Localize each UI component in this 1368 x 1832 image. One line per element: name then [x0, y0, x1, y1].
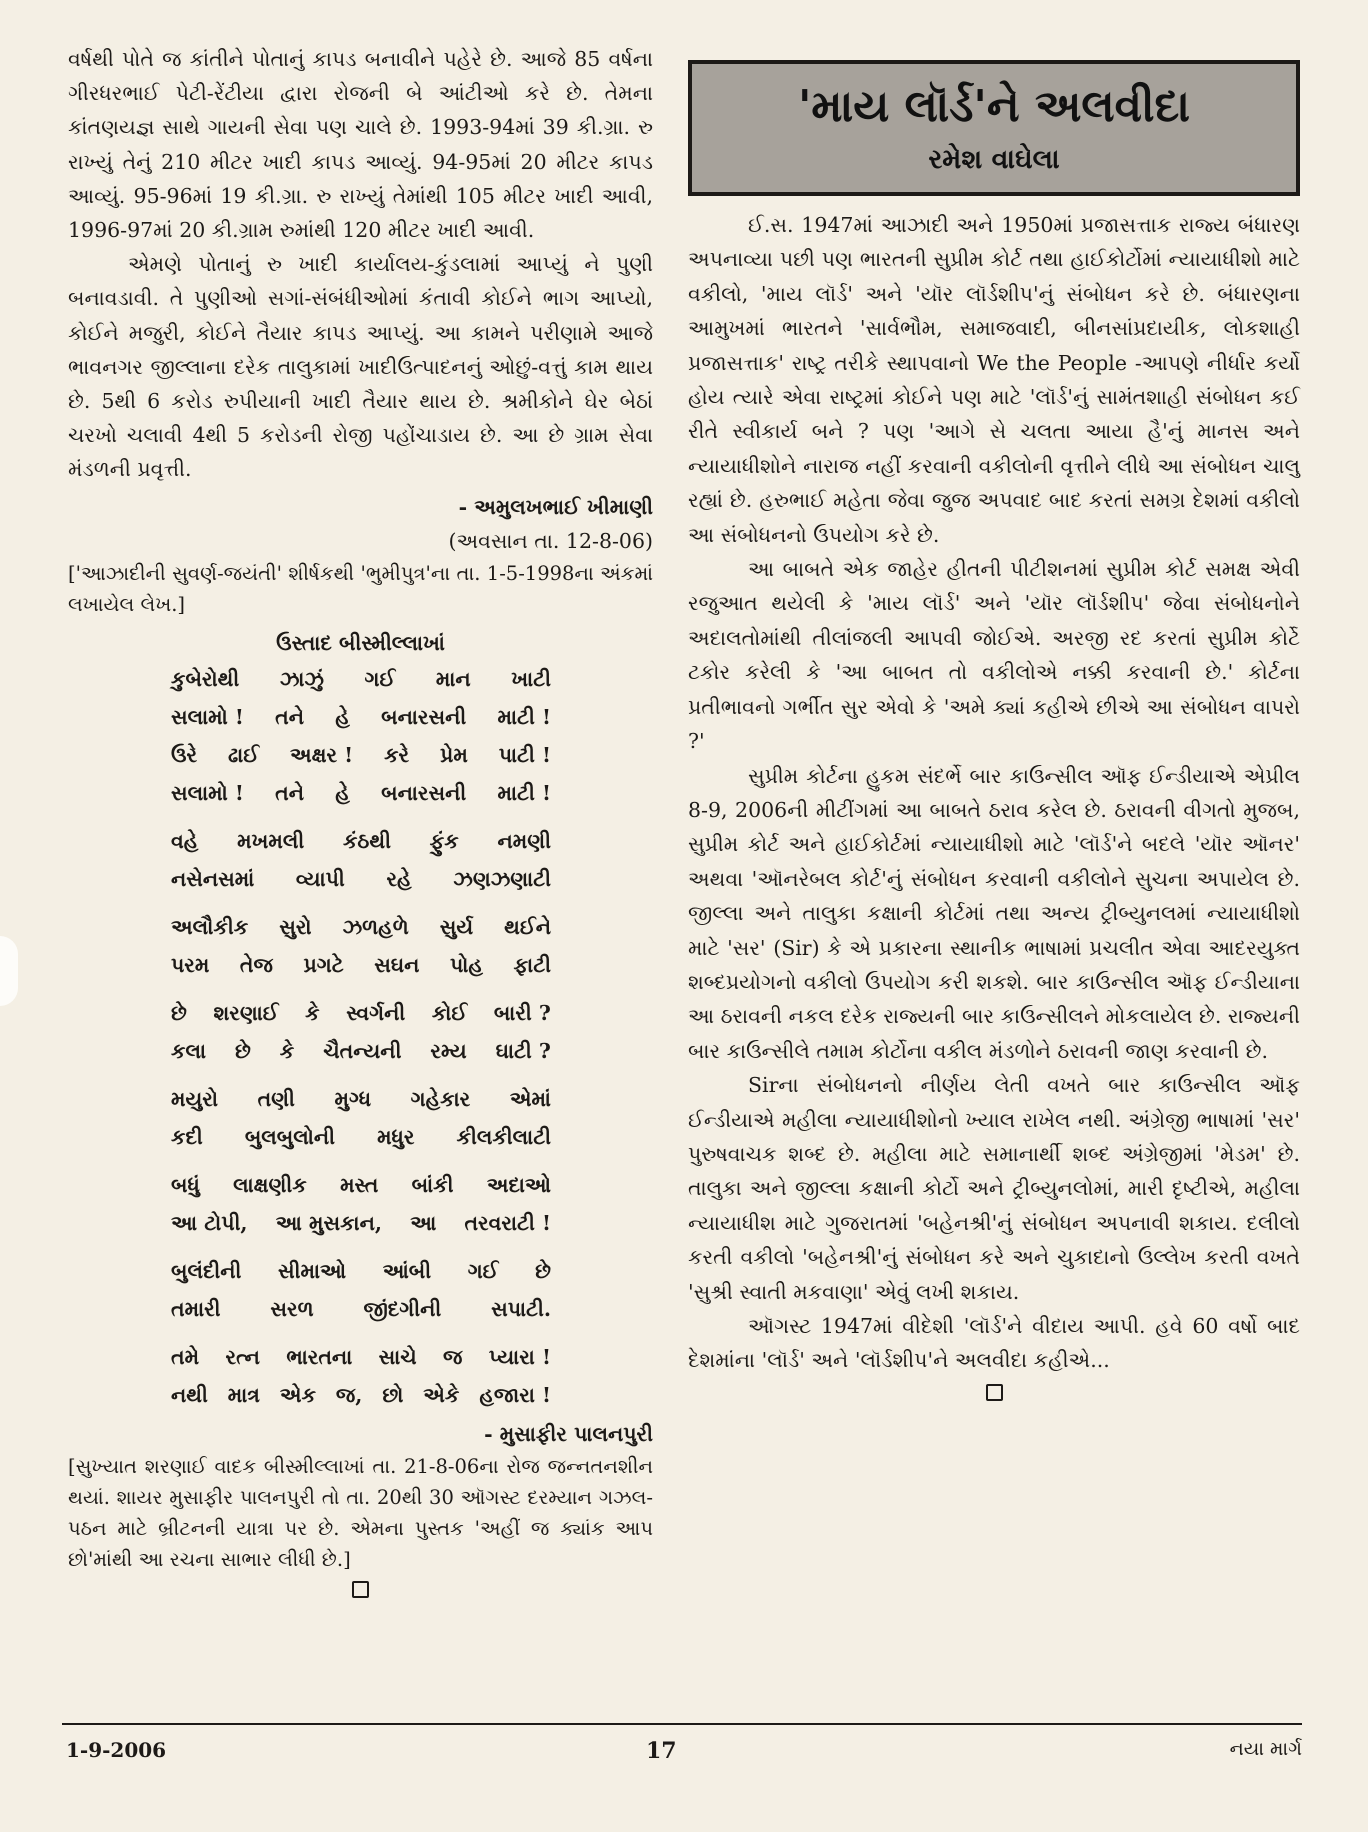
footer-date: 1-9-2006: [66, 1738, 167, 1762]
poem-line: [171, 660, 551, 698]
poem-word: વ્યાપી: [295, 867, 345, 892]
poem-word: તને: [275, 705, 305, 730]
poem-word: બનારસની: [381, 705, 467, 730]
poem-word: થઈને: [504, 915, 551, 940]
poem-word: માટી !: [497, 781, 551, 806]
poem-word: કરે: [384, 743, 410, 768]
poem-word: સાચે: [378, 1345, 417, 1370]
poem-word: ઢાઈ: [228, 743, 260, 768]
poem-word: પ્રગટે: [303, 953, 344, 978]
poem-word: છે: [535, 1259, 551, 1284]
poem-word: એકે: [423, 1383, 460, 1408]
article-paragraph: આ બાબતે એક જાહેર હીતની પીટીશનમાં સુપ્રીમ કોર્ટ સમક્ષ એવી રજુઆત થયેલી કે 'માય લૉર્ડ' અને 'યૉર લૉર્ડશીપ' જેવા સંબોધનોને અદાલતોમાંથી તીલાંજલી આપવી જોઈએ. અરજી રદ કરતાં સુપ્રીમ કોર્ટે ટકોર કરેલી કે 'આ બાબત તો વકીલોએ નક્કી કરવાની છે.' કોર્ટના પ્રતીભાવનો ગર્ભીત સુર એવો કે 'અમે ક્યાં કહીએ છીએ આ સંબોધન વાપરો ?': [688, 557, 1300, 754]
poem-word: રત્ન: [225, 1345, 260, 1370]
poem-line: [171, 1080, 551, 1118]
poem-word: સરળ: [270, 1297, 314, 1322]
poem-word: ઝાઝું: [279, 667, 324, 692]
poem-line: [171, 908, 551, 946]
poem-word: અદાઓ: [486, 1173, 551, 1198]
stanza-gap: [171, 984, 551, 994]
poem-word: સ્વર્ગની: [346, 1001, 406, 1026]
poem-word: હે: [335, 705, 350, 730]
punch-hole: [0, 936, 18, 1006]
poem-word: રમ્ય: [430, 1039, 467, 1064]
signature-musafir: - મુસાફીર પાલનપુરી: [484, 1422, 653, 1447]
stanza-gap: [171, 812, 551, 822]
stanza-gap: [171, 1070, 551, 1080]
poem-word: મખમલી: [237, 829, 305, 854]
article-paragraph: ઈ.સ. 1947માં આઝાદી અને 1950માં પ્રજાસત્તાક રાજ્ય બંધારણ અપનાવ્યા પછી પણ ભારતની સુપ્રીમ કોર્ટ તથા હાઈકોર્ટોમાં ન્યાયાધીશો માટે વકીલો, 'માય લૉર્ડ' અને 'યૉર લૉર્ડશીપ'નું સંબોધન કરે છે. બંધારણના આમુખમાં ભારતને 'સાર્વભૌમ, સમાજવાદી, બીનસાંપ્રદાયીક, લોકશાહી પ્રજાસત્તાક' રાષ્ટ્ર તરીકે સ્થાપવાનો We the People -આપણે નીર્ધાર કર્યો હોય ત્યારે એવા રાષ્ટ્રમાં કોઈને પણ માટે 'લૉર્ડ'નું સામંતશાહી સંબોધન કઈ રીતે સ્વીકાર્ય બને ? પણ 'આગે સે ચલતા આયા હૈ'નું માનસ અને ન્યાયાધીશોને નારાજ નહીં કરવાની વકીલોની વૃત્તીને લીધે આ સંબોધન ચાલુ રહ્યાં છે. હરુભાઈ મહેતા જેવા જુજ અપવાદ બાદ કરતાં સમગ્ર દેશમાં વકીલો આ સંબોધનનો ઉપયોગ કરે છે.: [688, 213, 1300, 547]
poem-word: તમારી: [171, 1297, 221, 1322]
poem-word: માટી !: [497, 705, 551, 730]
poem-word: તમે: [171, 1345, 200, 1370]
poem-line: [171, 860, 551, 898]
poem-word: સલામો !: [171, 781, 244, 806]
poem-word: નસેનસમાં: [171, 867, 255, 892]
poem-word: અલૌકીક: [171, 915, 249, 940]
article-body: [688, 208, 1300, 1378]
poem-word: છે: [234, 1039, 251, 1064]
poem-word: મસ્ત: [340, 1173, 379, 1198]
stanza-gap: [171, 1242, 551, 1252]
poem-word: જ: [443, 1345, 463, 1370]
poem-word: પોહ: [449, 953, 483, 978]
poem-line: [171, 1118, 551, 1156]
poem-word: ખાટી: [511, 667, 551, 692]
poem-word: બાંકી: [411, 1173, 454, 1198]
poem-word: સપાટી.: [491, 1297, 551, 1322]
end-square-icon: [352, 1581, 369, 1598]
article-title-box: [688, 60, 1300, 196]
poem-word: કંઠથી: [342, 829, 391, 854]
poem-line: [171, 1376, 551, 1414]
poem-word: ફાટી: [513, 953, 551, 978]
poem-word: માન: [435, 667, 471, 692]
poem-word: આ: [410, 1211, 437, 1236]
poem-word: તને: [275, 781, 305, 806]
article-paragraph: સુપ્રીમ કોર્ટના હુકમ સંદર્ભે બાર કાઉન્સીલ ઑફ ઈન્ડીયાએ એપ્રીલ 8-9, 2006ની મીટીંગમાં આ બાબતે ઠરાવ કરેલ છે. ઠરાવની વીગતો મુજબ, સુપ્રીમ કોર્ટ અને હાઈકોર્ટમાં ન્યાયાધીશો માટે 'લૉર્ડ'ને બદલે 'યૉર ઑનર' અથવા 'ઑનરેબલ કોર્ટ'નું સંબોધન કરવાની વકીલોને સુચના અપાયેલ છે. જીલ્લા અને તાલુકા કક્ષાની કોર્ટમાં તથા અન્ય ટ્રીબ્યુનલમાં ન્યાયાધીશો માટે 'સર' (Sir) કે એ પ્રકારના સ્થાનીક ભાષામાં પ્રચલીત એવા આદરયુક્ત શબ્દપ્રયોગનો વકીલો ઉપયોગ કરી શકશે. બાર કાઉન્સીલ ઑફ ઈન્ડીયાના આ ઠરાવની નકલ દરેક રાજ્યની બાર કાઉન્સીલને મોકલાયેલ છે. રાજ્યની બાર કાઉન્સીલે તમામ કોર્ટોના વકીલ મંડળોને ઠરાવની જાણ કરવાની છે.: [688, 763, 1300, 1063]
poem-line: [171, 1338, 551, 1376]
poem-word: બુલંદીની: [171, 1259, 242, 1284]
article-title: 'માય લૉર્ડ'ને અલવીદા: [797, 81, 1191, 132]
magazine-name: નયા માર્ગ: [1229, 1738, 1302, 1760]
left-paragraph-2: એમણે પોતાનું રુ ખાદી કાર્યાલય-કુંડલામાં આપ્યું ને પુણી બનાવડાવી. તે પુણીઓ સગાં-સંબંધીઓમાં કંતાવી કોઈને ભાગ આપ્યો, કોઈને મજુરી, કોઈને તૈયાર કાપડ આપ્યું. આ કામને પરીણામે આજે ભાવનગર જીલ્લાના દરેક તાલુકામાં ખાદીઉત્પાદનનું ઓછું-વત્તું કામ થાય છે. 5થી 6 કરોડ રુપીયાની ખાદી તૈયાર થાય છે. શ્રમીકોને ઘેર બેઠાં ચરખો ચલાવી 4થી 5 કરોડની રોજી પહોંચાડાય છે. આ છે ગ્રામ સેવા મંડળની પ્રવૃત્તી.: [68, 252, 653, 482]
stanza-gap: [171, 1328, 551, 1338]
poem-line: [171, 822, 551, 860]
article-paragraph: ઑગસ્ટ 1947માં વીદેશી 'લૉર્ડ'ને વીદાય આપી. હવે 60 વર્ષો બાદ દેશમાંના 'લૉર્ડ' અને 'લૉર્ડશીપ'ને અલવીદા કહીએ...: [688, 1314, 1300, 1373]
poem-word: ગઈ: [364, 667, 396, 692]
poem-line: [171, 1252, 551, 1290]
poem-word: છો: [382, 1383, 404, 1408]
poem-word: લાક્ષણીક: [233, 1173, 307, 1198]
poem-word: કે: [305, 1001, 320, 1026]
poem-word: પાટી !: [498, 743, 551, 768]
source-note: ['આઝાદીની સુવર્ણ-જયંતી' શીર્ષકથી 'ભુમીપુત્ર'ના તા. 1-5-1998ના અંકમાં લખાયેલ લેખ.]: [68, 562, 653, 617]
poem-word: હજારા !: [479, 1383, 551, 1408]
left-column: [68, 42, 653, 1598]
poem-line: [171, 1166, 551, 1204]
poem-word: ચૈતન્યની: [323, 1039, 402, 1064]
poem-word: તણી: [257, 1087, 295, 1112]
poem-word: ઝળહળે: [342, 915, 409, 940]
poem-word: પ્યારા !: [488, 1345, 551, 1370]
signature-amulakhbhai: - અમુલખભાઈ ખીમાણી: [458, 494, 653, 519]
poem-title: ઉસ્તાદ બીસ્મીલ્લાખાં: [276, 631, 445, 656]
poem-word: વહે: [171, 829, 199, 854]
stanza-gap: [171, 898, 551, 908]
poem-line: [171, 774, 551, 812]
poem-word: સીમાઓ: [278, 1259, 347, 1284]
poem-word: મધુર: [377, 1125, 415, 1150]
poem-word: સુર્ય: [439, 915, 474, 940]
poem-word: નથી: [171, 1383, 208, 1408]
poem-word: ફુંક: [429, 829, 459, 854]
poem-line: [171, 1204, 551, 1242]
poem-word: આ મુસકાન,: [275, 1211, 382, 1236]
poem-word: છે: [171, 1001, 187, 1026]
poem-word: સુરો: [279, 915, 312, 940]
poem-word: મુગ્ધ: [334, 1087, 372, 1112]
poem-word: સલામો !: [171, 705, 244, 730]
poem-word: ઉરે: [171, 743, 198, 768]
poem-word: સઘન: [374, 953, 420, 978]
poem-word: કદી: [171, 1125, 203, 1150]
poem-word: શરણાઈ: [213, 1001, 279, 1026]
poem-word: બુલબુલોની: [244, 1125, 336, 1150]
poem-word: મયુરો: [171, 1087, 218, 1112]
poem-word: એક: [279, 1383, 316, 1408]
poem-line: [171, 736, 551, 774]
poem-word: કોઈ: [431, 1001, 468, 1026]
poem-word: જીંદગીની: [363, 1297, 442, 1322]
poem-word: અક્ષર !: [289, 743, 354, 768]
poem-word: જ,: [335, 1383, 363, 1408]
poem-word: પ્રેમ: [440, 743, 468, 768]
left-paragraph-1: વર્ષથી પોતે જ કાંતીને પોતાનું કાપડ બનાવીને પહેરે છે. આજે 85 વર્ષના ગીરધરભાઈ પેટી-રેંટીયા દ્વારા રોજની બે આંટીઓ કરે છે. તેમના કાંતણયજ્ઞ સાથે ગાયની સેવા પણ ચાલે છે. 1993-94માં 39 કી.ગ્રા. રુ રાખ્યું તેનું 210 મીટર ખાદી કાપડ આવ્યું. 94-95માં 20 મીટર કાપડ આવ્યું. 95-96માં 19 કી.ગ્રા. રુ રાખ્યું તેમાંથી 105 મીટર ખાદી આવી, 1996-97માં 20 કી.ગ્રામ રુમાંથી 120 મીટર ખાદી આવી.: [68, 47, 653, 243]
poem-word: હે: [335, 781, 350, 806]
poem-word: કલા: [171, 1039, 206, 1064]
poem-word: ઝણઝણાટી: [453, 867, 551, 892]
stanza-gap: [171, 1156, 551, 1166]
poem-word: એમાં: [509, 1087, 551, 1112]
article-author: રમેશ વાઘેલા: [928, 144, 1060, 175]
poem-word: બારી ?: [493, 1001, 551, 1026]
footer-divider: [62, 1723, 1302, 1725]
page-number: 17: [646, 1738, 677, 1764]
poem-word: માત્ર: [227, 1383, 260, 1408]
death-date-note: (અવસાન તા. 12-8-06): [448, 528, 653, 553]
poem-word: બનારસની: [381, 781, 467, 806]
poem-line: [171, 994, 551, 1032]
poem-word: તેજ: [239, 953, 273, 978]
poem-word: કે: [279, 1039, 295, 1064]
poem-word: આ ટોપી,: [171, 1211, 248, 1236]
poem-line: [171, 1032, 551, 1070]
poem-word: બધું: [171, 1173, 200, 1198]
poem-word: નમણી: [497, 829, 551, 854]
poem-word: રહે: [386, 867, 412, 892]
right-column: [688, 60, 1300, 1401]
poem-line: [171, 698, 551, 736]
poem-line: [171, 1290, 551, 1328]
poem-word: ગહેકાર: [410, 1087, 471, 1112]
poem-word: આંબી: [382, 1259, 432, 1284]
article-paragraph: Sirના સંબોધનનો નીર્ણય લેતી વખતે બાર કાઉન્સીલ ઑફ ઈન્ડીયાએ મહીલા ન્યાયાધીશોનો ખ્યાલ રાખેલ નથી. અંગ્રેજી ભાષામાં 'સર' પુરુષવાચક શબ્દ છે. મહીલા માટે સમાનાર્થી શબ્દ અંગ્રેજીમાં 'મેડમ' છે. તાલુકા અને જીલ્લા કક્ષાની કોર્ટો અને ટ્રીબ્યુનલોમાં, મારી દૃષ્ટીએ, મહીલા ન્યાયાધીશ માટે ગુજરાતમાં 'બહેનશ્રી'નું સંબોધન અપનાવી શકાય. દલીલો કરતી વકીલો 'બહેનશ્રી'નું સંબોધન કરે અને ચુકાદાનો ઉલ્લેખ કરતી વખતે 'સુશ્રી સ્વાતી મકવાણા' એવું લખી શકાય.: [688, 1073, 1300, 1304]
poem-word: કુબેરોથી: [171, 667, 240, 692]
poem-word: ભારતના: [286, 1345, 353, 1370]
poem-word: કીલકીલાટી: [456, 1125, 551, 1150]
end-square-icon: [986, 1384, 1003, 1401]
poem-word: ગઈ: [467, 1259, 499, 1284]
poem-word: પરમ: [171, 953, 210, 978]
poem-line: [171, 946, 551, 984]
poem-word: ઘાટી ?: [495, 1039, 551, 1064]
poem: [171, 660, 551, 1414]
poem-word: તરવરાટી !: [464, 1211, 551, 1236]
poem-note: [સુખ્યાત શરણાઈ વાદક બીસ્મીલ્લાખાં તા. 21-8-06ના રોજ જન્નતનશીન થયાં. શાયર મુસાફીર પાલનપુરી તો તા. 20થી 30 ઑગસ્ટ દરમ્યાન ગઝલ-પઠન માટે બ્રીટનની યાત્રા પર છે. એમના પુસ્તક 'અહીં જ ક્યાંક આપ છો'માંથી આ રચના સાભાર લીધી છે.]: [68, 1455, 653, 1572]
